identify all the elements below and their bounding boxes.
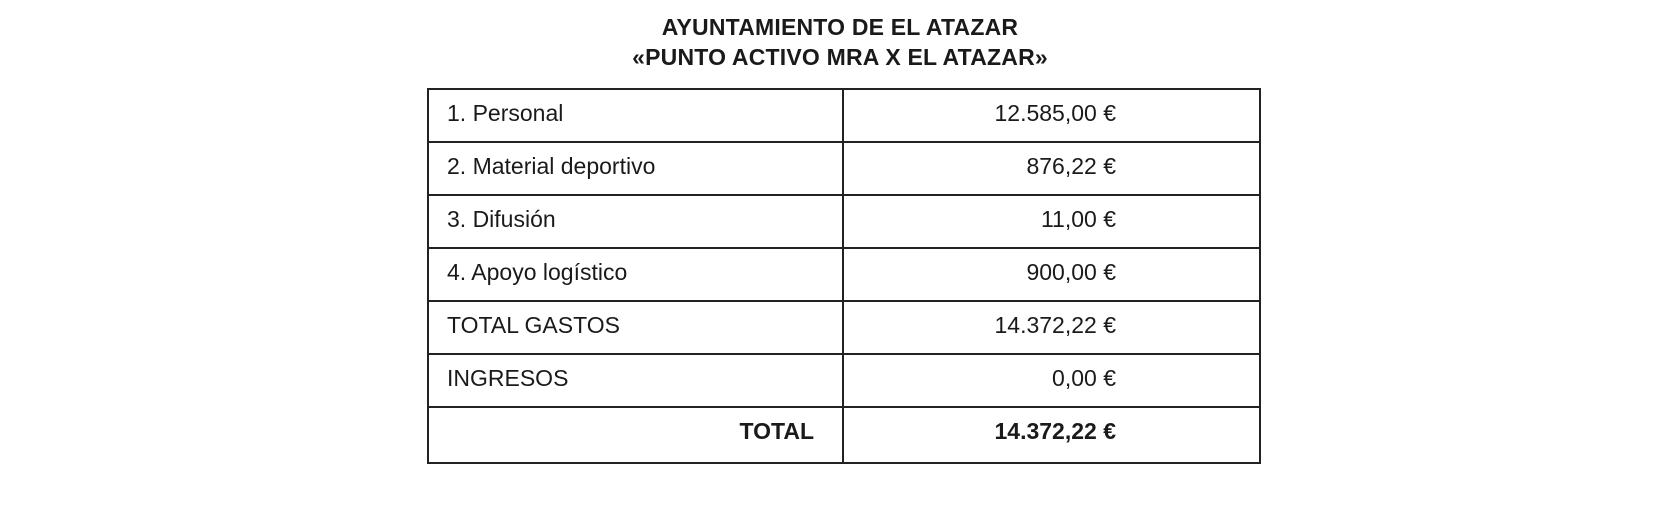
table-row-total	[428, 407, 1260, 463]
amount-cell: 0,00 €	[843, 354, 1260, 407]
document-title: AYUNTAMIENTO DE EL ATAZAR	[661, 14, 1019, 40]
table-row-ingresos	[428, 354, 1260, 407]
table-row-personal	[428, 89, 1260, 142]
concept-cell: INGRESOS	[428, 354, 843, 407]
table-row-material	[428, 142, 1260, 195]
amount-cell: 900,00 €	[843, 248, 1260, 301]
amount-cell: 876,22 €	[843, 142, 1260, 195]
concept-cell: 2. Material deportivo	[428, 142, 843, 195]
document-subtitle: «PUNTO ACTIVO MRA X EL ATAZAR»	[632, 44, 1048, 70]
amount-cell: 14.372,22 €	[843, 301, 1260, 354]
concept-cell: 1. Personal	[428, 89, 843, 142]
total-amount: 14.372,22 €	[843, 407, 1260, 463]
table-row-total-gastos	[428, 301, 1260, 354]
concept-cell: TOTAL GASTOS	[428, 301, 843, 354]
amount-cell: 11,00 €	[843, 195, 1260, 248]
concept-cell: 3. Difusión	[428, 195, 843, 248]
amount-cell: 12.585,00 €	[843, 89, 1260, 142]
total-label: TOTAL	[428, 407, 843, 463]
concept-cell: 4. Apoyo logístico	[428, 248, 843, 301]
table-row-difusion	[428, 195, 1260, 248]
budget-table	[427, 88, 1261, 464]
table-row-apoyo	[428, 248, 1260, 301]
